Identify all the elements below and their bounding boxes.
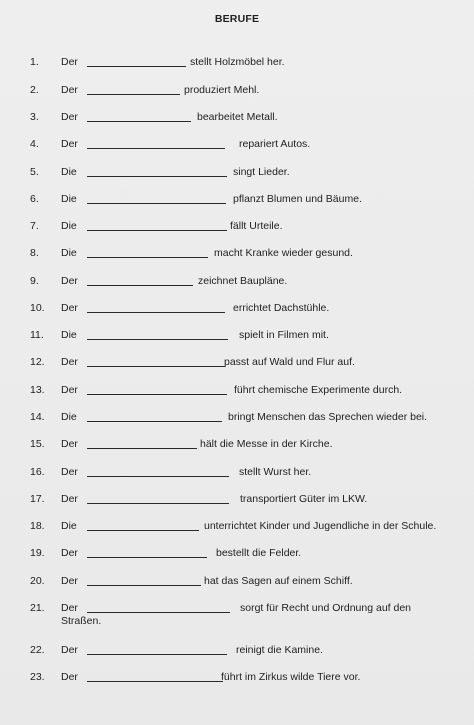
item-text: errichtet Dachstühle. (233, 302, 330, 314)
item-text: bringt Menschen das Sprechen wieder bei. (228, 411, 428, 423)
answer-blank[interactable] (87, 230, 227, 231)
item-text: hält die Messe in der Kirche. (200, 438, 333, 450)
item-number: 17. (30, 493, 45, 505)
item-article: Der (61, 466, 78, 478)
item-article: Die (61, 247, 77, 259)
item-number: 4. (30, 138, 39, 150)
item-text: passt auf Wald und Flur auf. (224, 356, 355, 368)
item-text: pflanzt Blumen und Bäume. (233, 193, 362, 205)
item-article: Die (61, 220, 77, 232)
item-number: 2. (30, 84, 39, 96)
item-article: Der (61, 56, 78, 68)
item-article: Der (61, 438, 78, 450)
answer-blank[interactable] (87, 654, 227, 655)
item-article: Der (61, 493, 78, 505)
answer-blank[interactable] (87, 66, 186, 67)
item-number: 7. (30, 220, 39, 232)
answer-blank[interactable] (87, 148, 225, 149)
item-number: 23. (30, 671, 45, 683)
answer-blank[interactable] (87, 503, 229, 504)
answer-blank[interactable] (87, 285, 193, 286)
answer-blank[interactable] (87, 339, 228, 340)
answer-blank[interactable] (87, 476, 229, 477)
item-number: 13. (30, 384, 45, 396)
answer-blank[interactable] (87, 421, 222, 422)
item-number: 8. (30, 247, 39, 259)
item-article: Die (61, 193, 77, 205)
answer-blank[interactable] (87, 394, 227, 395)
item-number: 9. (30, 275, 39, 287)
item-article: Der (61, 602, 78, 614)
item-article: Die (61, 329, 77, 341)
item-text: sorgt für Recht und Ordnung auf den Straßen. (61, 602, 412, 627)
item-number: 10. (30, 302, 45, 314)
answer-blank[interactable] (87, 176, 227, 177)
item-article: Der (61, 356, 78, 368)
answer-blank[interactable] (87, 557, 207, 558)
item-number: 15. (30, 438, 45, 450)
item-article: Der (61, 111, 78, 123)
item-article: Der (61, 84, 78, 96)
answer-blank[interactable] (87, 530, 199, 531)
item-text: transportiert Güter im LKW. (240, 493, 368, 505)
answer-blank[interactable] (87, 94, 180, 95)
item-text: reinigt die Kamine. (236, 644, 323, 656)
item-article: Der (61, 671, 78, 683)
answer-blank[interactable] (87, 312, 225, 313)
answer-blank[interactable] (87, 585, 201, 586)
item-article: Der (61, 302, 78, 314)
item-text: unterrichtet Kinder und Jugendliche in der Schule. (204, 520, 437, 532)
list-item (30, 602, 454, 630)
item-number: 19. (30, 547, 45, 559)
item-article: Der (61, 644, 78, 656)
answer-blank[interactable] (87, 203, 226, 204)
item-article: Die (61, 520, 77, 532)
item-number: 20. (30, 575, 45, 587)
item-article: Der (61, 384, 78, 396)
item-article: Der (61, 275, 78, 287)
answer-blank[interactable] (87, 257, 208, 258)
item-text: repariert Autos. (239, 138, 311, 150)
item-article: Die (61, 166, 77, 178)
item-text: hat das Sagen auf einem Schiff. (204, 575, 353, 587)
item-number: 3. (30, 111, 39, 123)
item-number: 21. (30, 602, 45, 614)
page-title: BERUFE (214, 13, 260, 25)
item-text: fällt Urteile. (230, 220, 283, 232)
answer-blank[interactable] (87, 366, 225, 367)
item-text: macht Kranke wieder gesund. (214, 247, 353, 259)
item-number: 16. (30, 466, 45, 478)
item-number: 14. (30, 411, 45, 423)
answer-blank[interactable] (87, 448, 197, 449)
item-article: Die (61, 411, 77, 423)
answer-blank[interactable] (87, 121, 191, 122)
item-text: bestellt die Felder. (216, 547, 302, 559)
item-text: stellt Holzmöbel her. (190, 56, 285, 68)
item-text: bearbeitet Metall. (197, 111, 278, 123)
item-text: führt chemische Experimente durch. (234, 384, 403, 396)
item-article: Der (61, 547, 78, 559)
item-number: 1. (30, 56, 39, 68)
item-text: führt im Zirkus wilde Tiere vor. (221, 671, 361, 683)
item-article: Der (61, 575, 78, 587)
item-number: 11. (30, 329, 44, 341)
item-text: produziert Mehl. (184, 84, 260, 96)
item-text: spielt in Filmen mit. (239, 329, 329, 341)
item-number: 12. (30, 356, 45, 368)
item-text: zeichnet Baupläne. (198, 275, 288, 287)
item-number: 6. (30, 193, 39, 205)
item-text: singt Lieder. (233, 166, 290, 178)
item-number: 18. (30, 520, 45, 532)
item-number: 22. (30, 644, 45, 656)
item-number: 5. (30, 166, 39, 178)
item-article: Der (61, 138, 78, 150)
answer-blank[interactable] (87, 681, 223, 682)
item-text: stellt Wurst her. (239, 466, 312, 478)
